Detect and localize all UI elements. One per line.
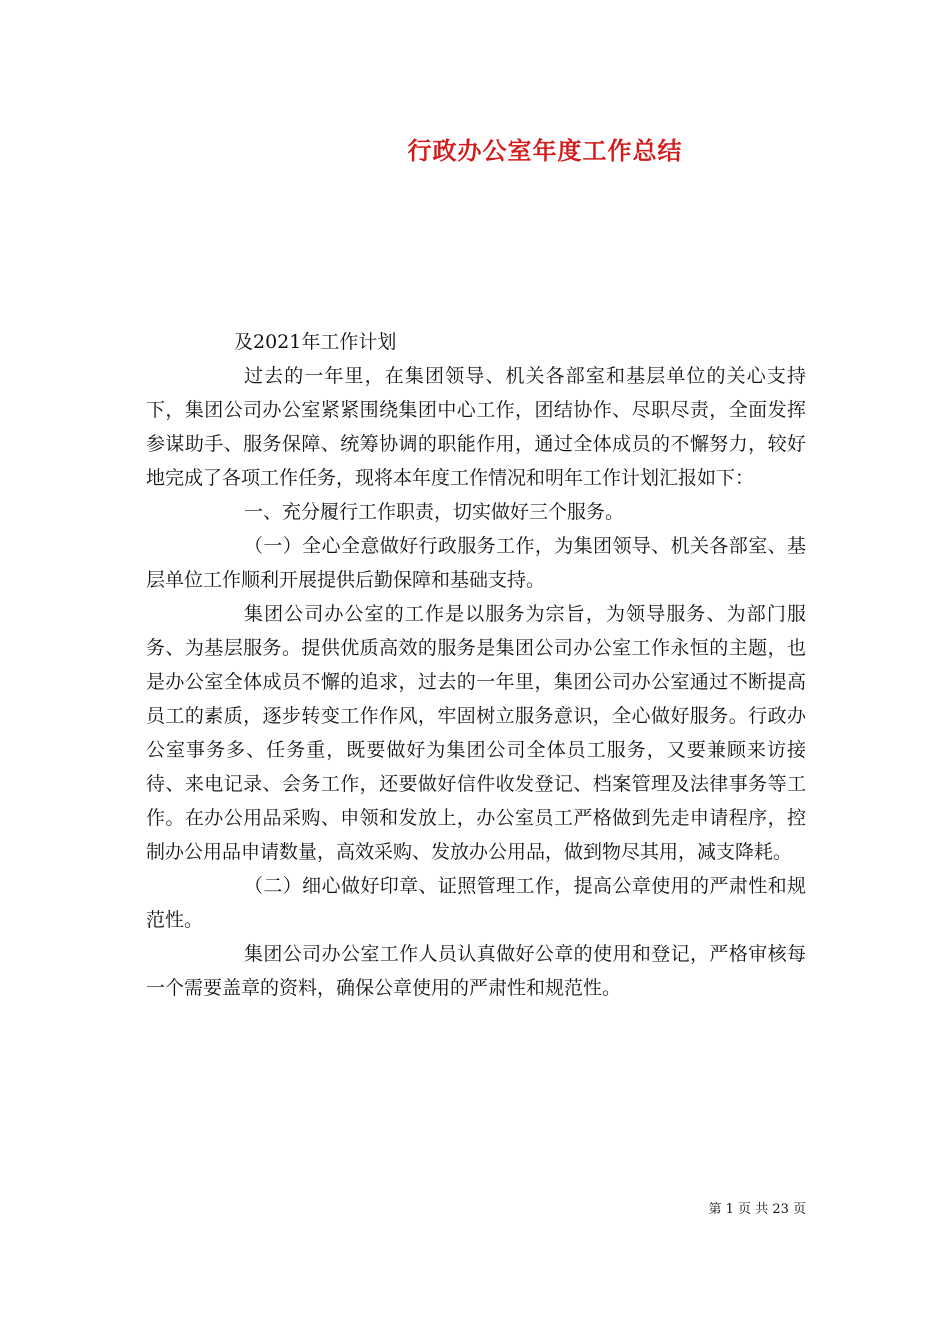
document-title: 行政办公室年度工作总结 xyxy=(407,136,683,165)
document-body xyxy=(146,325,806,1005)
document-subtitle: 及2021年工作计划 xyxy=(234,331,397,353)
section-heading-1: 一、充分履行工作职责，切实做好三个服务。 xyxy=(244,501,625,523)
paragraph-intro: 过去的一年里，在集团领导、机关各部室和基层单位的关心支持下，集团公司办公室紧紧围绕集团中心工作，团结协作、尽职尽责，全面发挥参谋助手、服务保障、统筹协调的职能作用，通过全体成员的不懈努力，较好地完成了各项工作任务，现将本年度工作情况和明年工作计划汇报如下： xyxy=(146,365,806,489)
paragraph-service: 集团公司办公室的工作是以服务为宗旨，为领导服务、为部门服务、为基层服务。提供优质高效的服务是集团公司办公室工作永恒的主题，也是办公室全体成员不懈的追求，过去的一年里，集团公司办公室通过不断提高员工的素质，逐步转变工作作风，牢固树立服务意识，全心做好服务。行政办公室事务多、任务重，既要做好为集团公司全体员工服务，又要兼顾来访接待、来电记录、会务工作，还要做好信件收发登记、档案管理及法律事务等工作。在办公用品采购、申领和发放上，办公室员工严格做到先走申请程序，控制办公用品申请数量，高效采购、发放办公用品，做到物尽其用，减支降耗。 xyxy=(146,603,806,863)
paragraph-seal: 集团公司办公室工作人员认真做好公章的使用和登记，严格审核每一个需要盖章的资料，确保公章使用的严肃性和规范性。 xyxy=(146,943,806,999)
page-indicator: 第 1 页 共 23 页 xyxy=(708,1202,806,1217)
subsection-heading-2: （二）细心做好印章、证照管理工作，提高公章使用的严肃性和规范性。 xyxy=(146,875,806,931)
subsection-heading-1: （一）全心全意做好行政服务工作，为集团领导、机关各部室、基层单位工作顺利开展提供后勤保障和基础支持。 xyxy=(146,535,806,591)
